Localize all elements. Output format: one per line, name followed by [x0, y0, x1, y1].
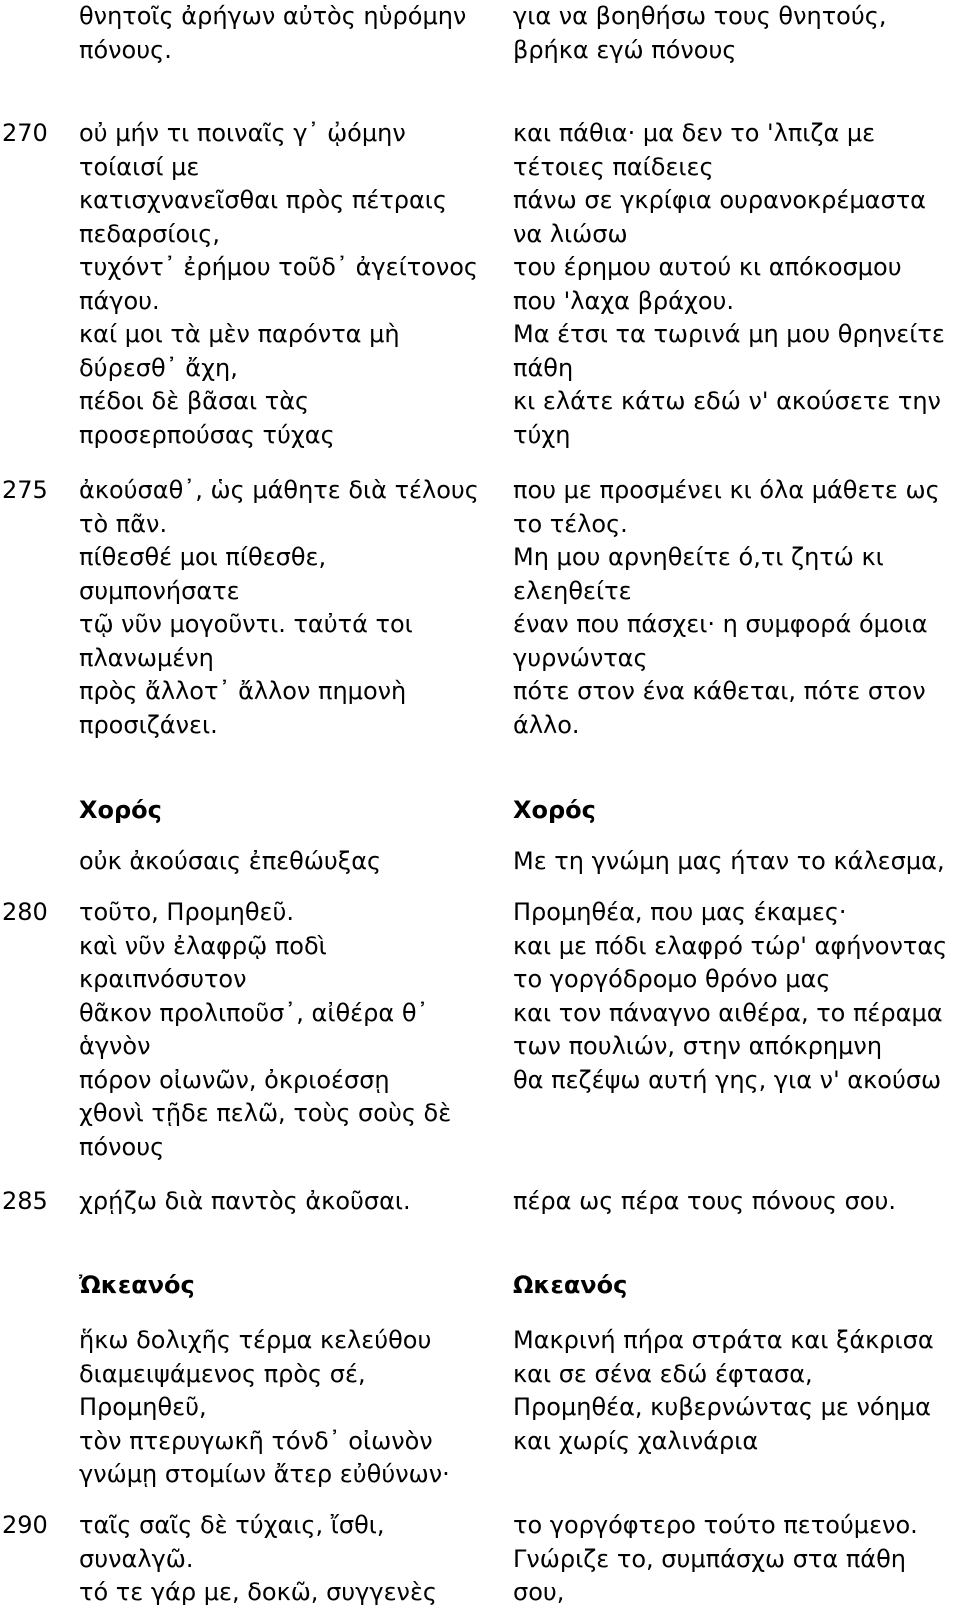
greek-line: καί μοι τὰ μὲν παρόντα μὴ	[79, 320, 400, 348]
greek-line: προσιζάνει.	[79, 710, 218, 739]
greek-column	[79, 0, 491, 67]
greek-line: τὸ πᾶν.	[79, 509, 168, 538]
greek-line: ἥκω δολιχῆς τέρμα κελεύθου	[79, 1326, 432, 1354]
greek-line: τό τε γάρ με, δοκῶ, συγγενὲς	[79, 1578, 438, 1606]
greek-line: πίθεσθέ μοι πίθεσθε,	[79, 543, 327, 571]
greek-line: συναλγῶ.	[79, 1544, 194, 1573]
greek-line: ταῖς σαῖς δὲ τύχαις, ἴσθι,	[79, 1511, 385, 1539]
greek-line: τῷ νῦν μογοῦντι. ταὐτά τοι	[79, 610, 413, 638]
line-number: 280	[2, 898, 48, 926]
greek-column	[79, 117, 491, 452]
greek-line: τοίαισί με	[79, 152, 200, 181]
greek-column	[79, 1324, 491, 1492]
translation-line: έναν που πάσχει· η συμφορά όμοια	[513, 610, 928, 638]
greek-line: ἁγνὸν	[79, 1032, 151, 1060]
greek-line: πλανωμένη	[79, 643, 214, 672]
translation-line: Προμηθέα, κυβερνώντας με νόημα	[513, 1393, 931, 1421]
greek-column	[79, 896, 491, 1164]
translation-column	[513, 896, 953, 1097]
greek-line: κραιπνόσυτον	[79, 965, 247, 993]
greek-line: προσερπούσας τύχας	[79, 420, 335, 449]
greek-line: χθονὶ τῇδε πελῶ, τοὺς σοὺς δὲ	[79, 1099, 452, 1127]
translation-line: Προμηθέα, που μας έκαμες·	[513, 898, 847, 926]
greek-column	[79, 794, 491, 828]
translation-line: που με προσμένει κι όλα μάθετε ως	[513, 476, 940, 504]
translation-line: σου,	[513, 1578, 565, 1606]
translation-line: και σε σένα εδώ έφτασα,	[513, 1359, 813, 1388]
speaker-name: Χορός	[79, 796, 162, 824]
line-number: 275	[2, 476, 48, 504]
translation-column	[513, 0, 953, 67]
greek-line: τὸν πτερυγωκῆ τόνδ᾽ οἰωνὸν	[79, 1426, 433, 1455]
greek-line: πόνους.	[79, 35, 172, 64]
greek-line: χρῄζω διὰ παντὸς ἀκοῦσαι.	[79, 1187, 411, 1215]
greek-line: θᾶκον προλιποῦσ᾽, αἰθέρα θ᾽	[79, 998, 429, 1027]
translation-column	[513, 117, 953, 452]
translation-line: ελεηθείτε	[513, 576, 632, 605]
greek-line: γνώμῃ στομίων ἄτερ εὐθύνων·	[79, 1460, 450, 1488]
greek-line: πρὸς ἄλλοτ᾽ ἄλλον πημονὴ	[79, 677, 407, 705]
line-number: 290	[2, 1511, 48, 1539]
greek-line: κατισχνανεῖσθαι πρὸς πέτραις	[79, 186, 448, 214]
translation-line: και πάθια· μα δεν το 'λπιζα με	[513, 119, 876, 147]
translation-line: Γνώριζε το, συμπάσχω στα πάθη	[513, 1544, 906, 1573]
greek-line: πόνους	[79, 1132, 165, 1161]
translation-line: κι ελάτε κάτω εδώ ν' ακούσετε την	[513, 387, 941, 415]
translation-line: πέρα ως πέρα τους πόνους σου.	[513, 1187, 896, 1215]
translation-line: το γοργόφτερο τούτο πετούμενο.	[513, 1511, 918, 1539]
translation-column	[513, 1509, 953, 1610]
translation-line: βρήκα εγώ πόνους	[513, 35, 737, 64]
translation-line: να λιώσω	[513, 219, 628, 248]
greek-line: οὐκ ἀκούσαις ἐπεθώυξας	[79, 847, 382, 875]
translation-line: τέτοιες παίδειες	[513, 152, 714, 181]
translation-line: Μα έτσι τα τωρινά μη μου θρηνείτε	[513, 320, 945, 348]
translation-column	[513, 845, 953, 879]
greek-line: θνητοῖς ἀρήγων αὐτὸς ηὑρόμην	[79, 2, 467, 30]
greek-line: ἀκούσαθ᾽, ὡς μάθητε διὰ τέλους	[79, 476, 479, 504]
translation-line: πότε στον ένα κάθεται, πότε στον	[513, 677, 926, 705]
translation-line: του έρημου αυτού κι απόκοσμου	[513, 253, 902, 281]
greek-line: οὐ μήν τι ποιναῖς γ᾽ ᾠόμην	[79, 119, 406, 147]
translation-line: των πουλιών, στην απόκρημνη	[513, 1032, 883, 1060]
translation-line: το γοργόδρομο θρόνο μας	[513, 965, 831, 993]
greek-line: πόρον οἰωνῶν, ὀκριοέσσῃ	[79, 1065, 390, 1094]
translation-line: και χωρίς χαλινάρια	[513, 1426, 759, 1455]
translation-column	[513, 794, 953, 828]
translation-line: το τέλος.	[513, 509, 628, 538]
translation-line: άλλο.	[513, 710, 580, 739]
greek-column	[79, 474, 491, 742]
greek-line: δύρεσθ᾽ ἄχη,	[79, 353, 238, 382]
line-number: 270	[2, 119, 48, 147]
speaker-name: Ὠκεανός	[79, 1271, 195, 1299]
greek-line: τοῦτο, Προμηθεῦ.	[79, 898, 295, 926]
greek-line: καὶ νῦν ἐλαφρῷ ποδὶ	[79, 931, 327, 960]
translation-line: θα πεζέψω αυτή γης, για ν' ακούσω	[513, 1065, 942, 1094]
greek-column	[79, 1185, 491, 1219]
translation-line: που 'λαχα βράχου.	[513, 286, 735, 315]
translation-line: Μη μου αρνηθείτε ό,τι ζητώ κι	[513, 543, 884, 571]
translation-line: για να βοηθήσω τους θνητούς,	[513, 2, 887, 30]
translation-line: Μακρινή πήρα στράτα και ξάκρισα	[513, 1326, 934, 1354]
speaker-name: Ωκεανός	[513, 1271, 628, 1299]
greek-line: τυχόντ᾽ ἐρήμου τοῦδ᾽ ἀγείτονος	[79, 253, 479, 281]
translation-line: γυρνώντας	[513, 643, 648, 672]
greek-column	[79, 1509, 491, 1610]
translation-column	[513, 474, 953, 742]
translation-line: και με πόδι ελαφρό τώρ' αφήνοντας	[513, 931, 948, 960]
translation-line: και τον πάναγνο αιθέρα, το πέραμα	[513, 998, 943, 1027]
translation-column	[513, 1185, 953, 1219]
translation-line: πάθη	[513, 353, 574, 382]
translation-column	[513, 1269, 953, 1303]
greek-line: Προμηθεῦ,	[79, 1393, 207, 1421]
greek-line: συμπονήσατε	[79, 576, 240, 605]
line-number: 285	[2, 1187, 48, 1215]
greek-line: διαμειψάμενος πρὸς σέ,	[79, 1359, 366, 1388]
greek-line: πεδαρσίοις,	[79, 219, 221, 248]
translation-line: τύχη	[513, 420, 571, 449]
greek-line: πάγου.	[79, 286, 160, 315]
greek-line: πέδοι δὲ βᾶσαι τὰς	[79, 387, 310, 415]
greek-column	[79, 1269, 491, 1303]
greek-column	[79, 845, 491, 879]
translation-column	[513, 1324, 953, 1458]
translation-line: Με τη γνώμη μας ήταν το κάλεσμα,	[513, 847, 945, 875]
speaker-name: Χορός	[513, 796, 596, 824]
translation-line: πάνω σε γκρίφια ουρανοκρέμαστα	[513, 186, 926, 214]
